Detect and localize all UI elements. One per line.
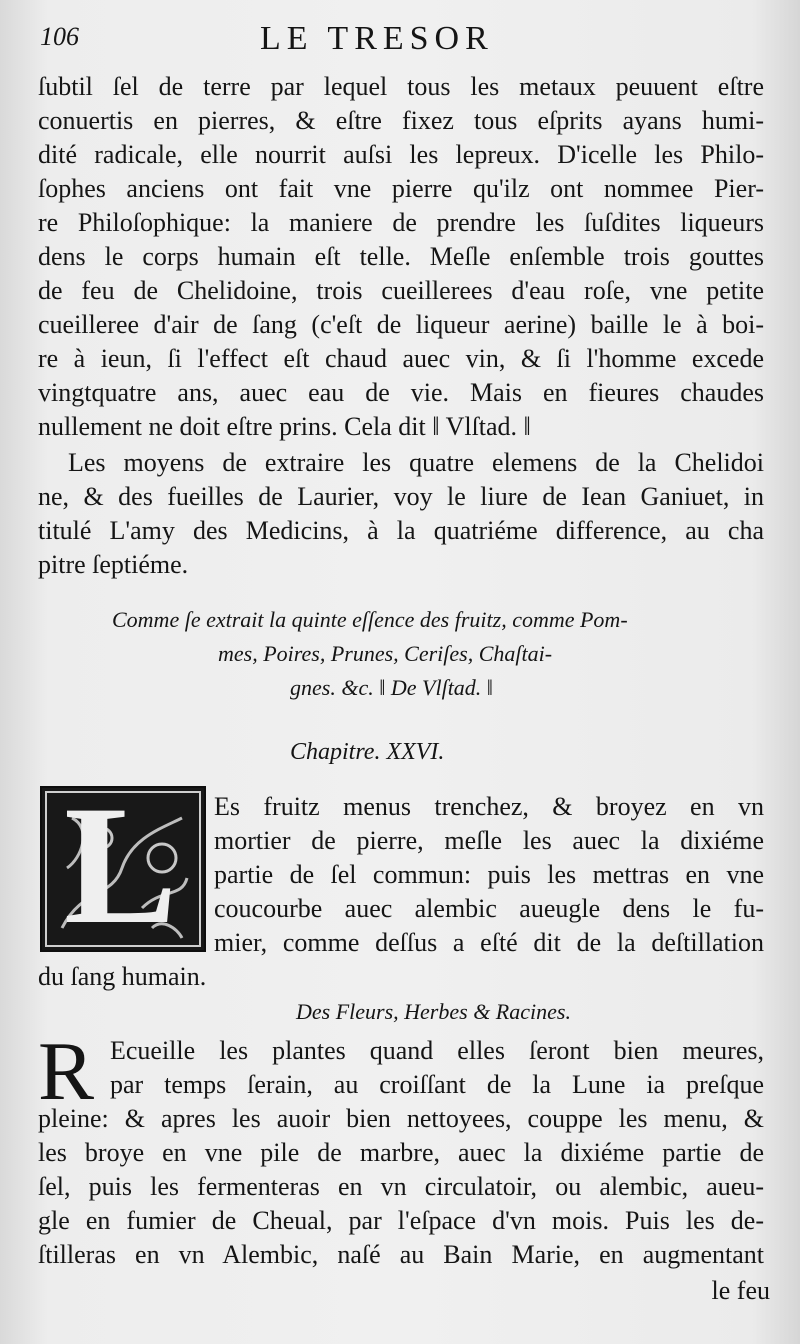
text-line: cueilleree d'air de ſang (c'eſt de liqueur aerine) baille le à boi- [38, 310, 764, 339]
text-line: ſel, puis les fermenteras en vn circulatoir, ou alembic, aueu- [38, 1172, 764, 1201]
decorated-initial [40, 771, 206, 959]
catchword: le feu [711, 1276, 770, 1305]
page-header [40, 22, 760, 62]
text-line: les broye en vne pile de marbre, auec la dixiéme partie de [38, 1138, 764, 1167]
text-line: partie de ſel commun: puis les mettras en vne [214, 860, 764, 889]
heading-line: mes, Poires, Prunes, Ceriſes, Chaſtai- [218, 641, 553, 666]
text-line: ſtilleras en vn Alembic, naſé au Bain Marie, en augmentant [38, 1240, 764, 1269]
text-line: de feu de Chelidoine, trois cueillerees d'eau roſe, vne petite [38, 276, 764, 305]
text-line: vingtquatre ans, auec eau de vie. Mais en fieures chaudes [38, 378, 764, 407]
heading-line: Comme ſe extrait la quinte eſſence des fruitz, comme Pom- [112, 607, 628, 632]
text-line: re Philoſophique: la maniere de prendre les ſuſdites liqueurs [38, 208, 764, 237]
text-line: par temps ſerain, au croiſſant de la Lune ia preſque [110, 1070, 764, 1099]
text-line: Ecueille les plantes quand elles ſeront bien meures, [110, 1036, 764, 1065]
text-line: ſubtil ſel de terre par lequel tous les metaux peuuent eſtre [38, 72, 764, 101]
text-line: du ſang humain. [38, 962, 207, 991]
text-line: nullement ne doit eſtre prins. Cela dit ‖ Vlſtad. ‖ [38, 412, 531, 441]
text-line: Es fruitz menus trenchez, & broyez en vn [214, 792, 764, 821]
text-line: pleine: & apres les auoir bien nettoyees, couppe les menu, & [38, 1104, 764, 1133]
text-line: Les moyens de extraire les quatre elemens de la Chelidoi [68, 448, 764, 477]
text-line: ſophes anciens ont fait vne pierre qu'ilz ont nommee Pier- [38, 174, 764, 203]
text-line: mortier de pierre, meſle les auec la dixiéme [214, 826, 764, 855]
subheading: Des Fleurs, Herbes & Racines. [296, 999, 571, 1024]
text-line: dité radicale, elle nourrit auſsi les lepreux. D'icelle les Philo- [38, 140, 764, 169]
text-line: mier, comme deſſus a eſté dit de la deſtillation [214, 928, 764, 957]
text-line: ne, & des fueilles de Laurier, voy le liure de Iean Ganiuet, in [38, 482, 764, 511]
text-line: gle en fumier de Cheual, par l'eſpace d'vn mois. Puis les de- [38, 1206, 764, 1235]
heading-line: gnes. &c. ‖ De Vlſtad. ‖ [290, 675, 493, 700]
text-line: pitre ſeptiéme. [38, 550, 189, 579]
dropcap-letter: L [64, 771, 178, 959]
text-line: dens le corps humain eſt telle. Meſle enſemble trois gouttes [38, 242, 764, 271]
initial-letter: R [38, 1025, 95, 1118]
text-line: re à ieun, ſi l'effect eſt chaud auec vin, & ſi l'homme excede [38, 344, 764, 373]
chapter-label: Chapitre. XXVI. [290, 739, 445, 765]
page-number: 106 [40, 22, 79, 51]
text-line: titulé L'amy des Medicins, à la quatriéme difference, au cha [38, 516, 764, 545]
running-title: LE TRESOR [260, 20, 494, 57]
text-line: coucourbe auec alembic aueugle dens le fu- [214, 894, 764, 923]
text-line: conuertis en pierres, & eſtre fixez tous eſprits ayans humi- [38, 106, 764, 135]
